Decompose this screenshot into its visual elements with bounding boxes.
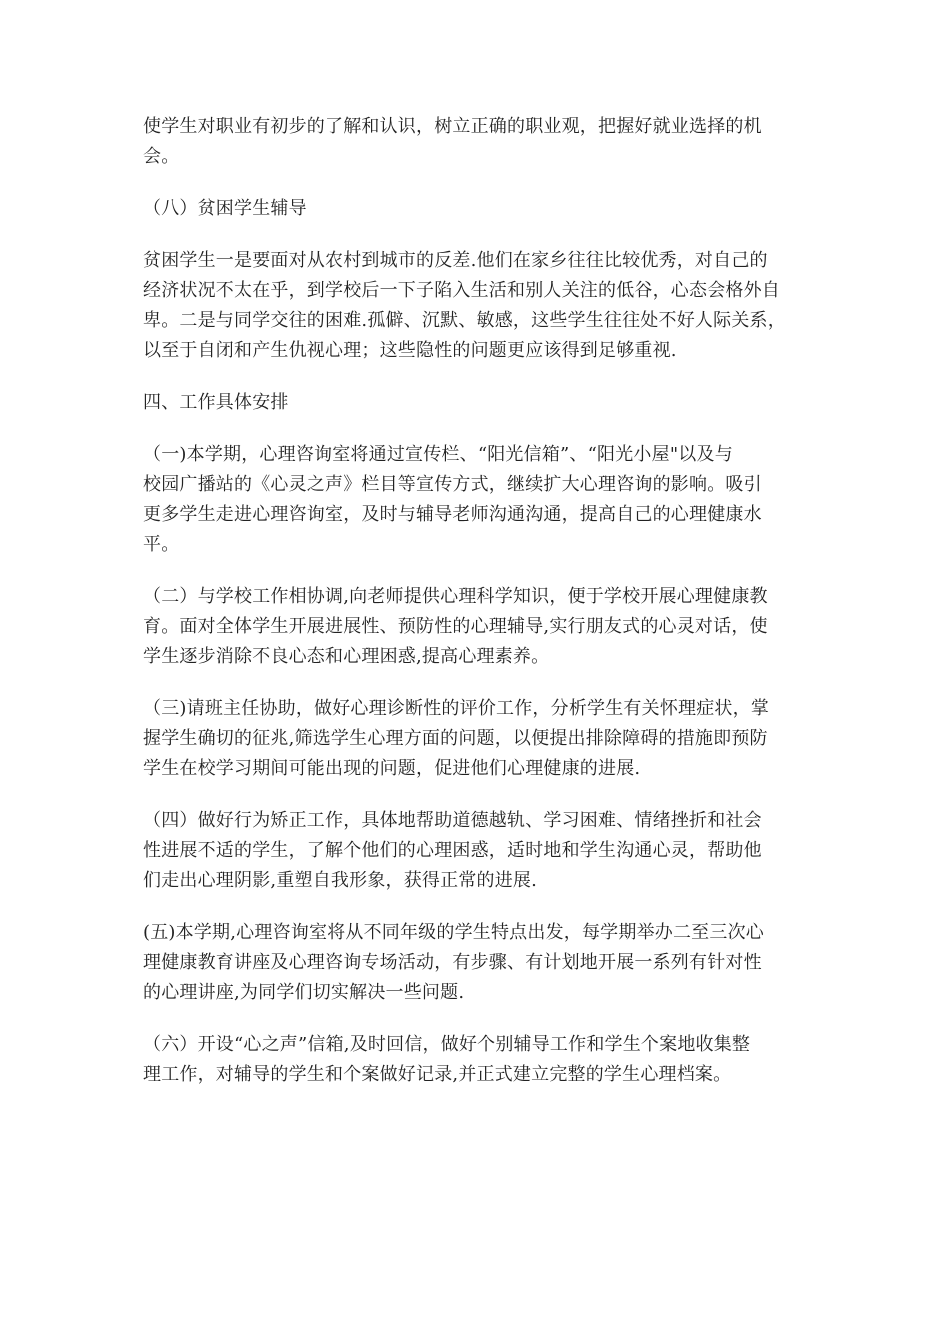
text-line: 学生在校学习期间可能出现的问题，促进他们心理健康的进展. (143, 758, 641, 779)
text-line: 校园广播站的《心灵之声》栏目等宣传方式，继续扩大心理咨询的影响。吸引 (143, 474, 762, 495)
text-line: （二）与学校工作相协调,向老师提供心理科学知识，便于学校开展心理健康教 (143, 586, 768, 607)
text-line: 性进展不适的学生，了解个他们的心理困惑，适时地和学生沟通心灵，帮助他 (143, 840, 762, 861)
text-line: 使学生对职业有初步的了解和认识，树立正确的职业观，把握好就业选择的机 (143, 116, 762, 137)
text-line: （六）开设“心之声”信箱,及时回信，做好个别辅导工作和学生个案地收集整 (143, 1034, 751, 1055)
heading-text: （八）贫困学生辅导 (143, 198, 307, 219)
paragraph-item-6 (143, 1030, 823, 1090)
text-line: 经济状况不太在乎，到学校后一下子陷入生活和别人关注的低谷，心态会格外自 (143, 280, 780, 301)
paragraph-career (143, 112, 823, 172)
text-line: 的心理讲座,为同学们切实解决一些问题. (143, 982, 465, 1003)
text-line: 平。 (143, 534, 180, 555)
text-line: （四）做好行为矫正工作，具体地帮助道德越轨、学习困难、情绪挫折和社会 (143, 810, 762, 831)
text-line: 们走出心理阴影,重塑自我形象，获得正常的进展. (143, 870, 538, 891)
document-body (143, 112, 823, 1090)
text-line: （三)请班主任协助，做好心理诊断性的评价工作，分析学生有关怀理症状，掌 (143, 698, 770, 719)
text-line: (五)本学期,心理咨询室将从不同年级的学生特点出发，每学期举办二至三次心 (143, 922, 764, 943)
text-line: 会。 (143, 146, 180, 167)
paragraph-item-3 (143, 694, 823, 784)
section-heading-work-arrangement (143, 388, 823, 418)
paragraph-item-1 (143, 440, 823, 560)
text-line: 育。面对全体学生开展进展性、预防性的心理辅导,实行朋友式的心灵对话，使 (143, 616, 768, 637)
text-line: 学生逐步消除不良心态和心理困惑,提高心理素养。 (143, 646, 550, 667)
text-line: 理工作，对辅导的学生和个案做好记录,并正式建立完整的学生心理档案。 (143, 1064, 732, 1085)
text-line: 理健康教育讲座及心理咨询专场活动，有步骤、有计划地开展一系列有针对性 (143, 952, 762, 973)
text-line: （一)本学期，心理咨询室将通过宣传栏、“阳光信箱”、“阳光小屋"以及与 (143, 444, 733, 465)
text-line: 握学生确切的征兆,筛选学生心理方面的问题，以便提出排除障碍的措施即预防 (143, 728, 768, 749)
paragraph-item-5 (143, 918, 823, 1008)
section-heading-poor-students (143, 194, 823, 224)
heading-text: 四、工作具体安排 (143, 392, 289, 413)
paragraph-poor-students (143, 246, 823, 366)
text-line: 卑。二是与同学交往的困难.孤僻、沉默、敏感，这些学生往往处不好人际关系， (143, 310, 786, 331)
text-line: 以至于自闭和产生仇视心理；这些隐性的问题更应该得到足够重视. (143, 340, 677, 361)
paragraph-item-2 (143, 582, 823, 672)
paragraph-item-4 (143, 806, 823, 896)
text-line: 更多学生走进心理咨询室，及时与辅导老师沟通沟通，提高自己的心理健康水 (143, 504, 762, 525)
text-line: 贫困学生一是要面对从农村到城市的反差.他们在家乡往往比较优秀，对自己的 (143, 250, 768, 271)
